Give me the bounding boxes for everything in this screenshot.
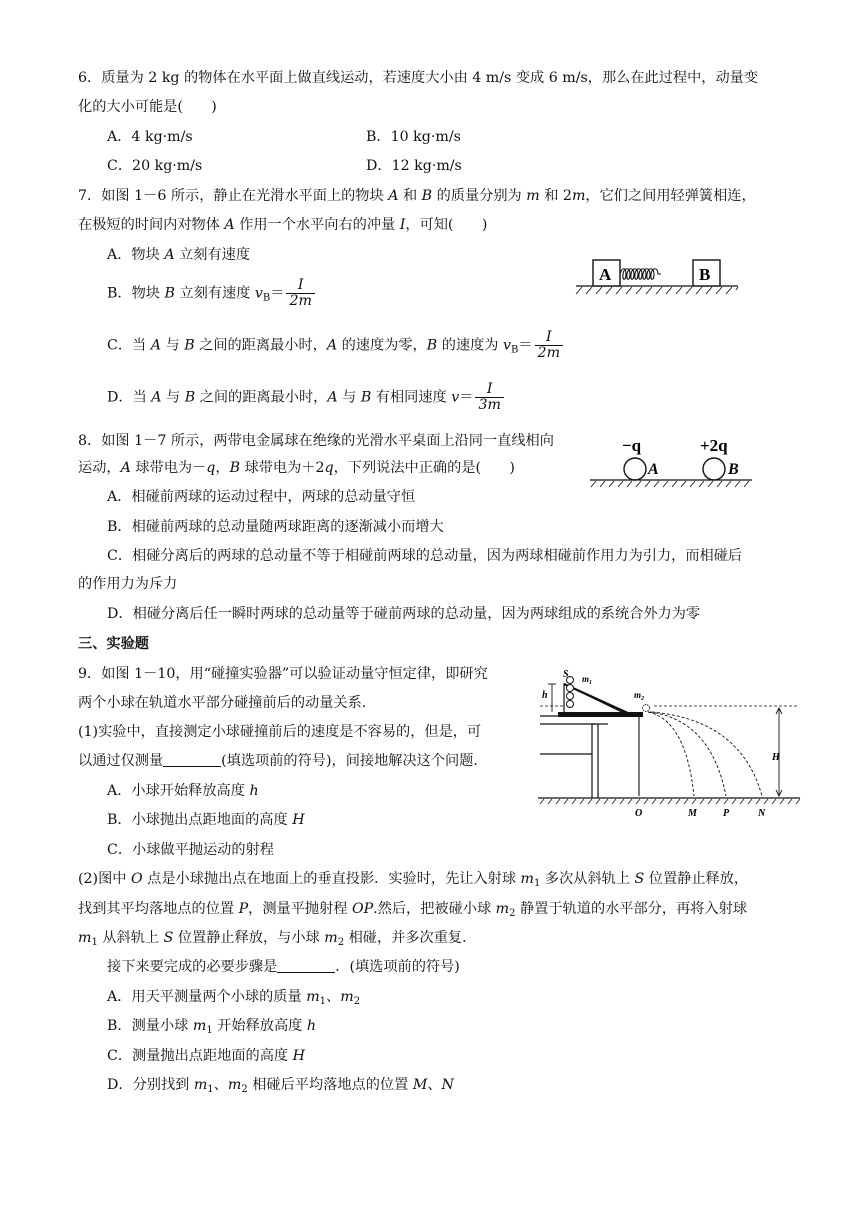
q8-option-c-line1[interactable]: C．相碰分离后的两球的总动量不等于相碰前两球的总动量，因为两球相碰前作用力为引力，而相碰后 [107,548,743,564]
fig-label-o: O [635,808,643,819]
q9-part2-line4: 接下来要完成的必要步骤是 ．(填选项前的符号) [107,959,460,975]
q9-line1: 9．如图 1－10，用“碰撞实验器”可以验证动量守恒定律，即研究 [78,666,488,682]
charge-a-label: −q [622,436,642,455]
q7-option-a[interactable]: A．物块 A 立刻有速度 [107,247,251,263]
fig-label-h: h [542,690,548,701]
charge-b-label: +2q [700,436,728,455]
q9-part2-option-a[interactable]: A．用天平测量两个小球的质量 $m_1$、$m_2$ [107,989,361,1007]
q6-line1: 6．质量为 2 kg 的物体在水平面上做直线运动，若速度大小由 4 m/s 变成 6 m/s，那么在此过程中，动量变 [78,70,759,86]
q9-part2-option-c[interactable]: C．测量抛出点距地面的高度 H [107,1048,305,1064]
q6-option-d[interactable]: D．12 kg·m/s [366,158,462,174]
q7-option-b[interactable]: B．物块 B 立刻有速度 $v_B=$ $\frac{I}{2m}$ [107,278,317,309]
fig-label-m: M [688,808,697,819]
q9-part1-option-c[interactable]: C．小球做平抛运动的射程 [107,842,274,858]
q9-part1-option-a[interactable]: A．小球开始释放高度 h [107,783,259,799]
q6-option-c[interactable]: C．20 kg·m/s [107,158,203,174]
q7-line1: 7．如图 1－6 所示，静止在光滑水平面上的物块 A 和 B 的质量分别为 m 和 2m，它们之间用轻弹簧相连， [78,188,756,204]
sphere-a-label: A [648,461,659,478]
q9-line2: 两个小球在轨道水平部分碰撞前后的动量关系． [78,695,376,711]
q6-line2: 化的大小可能是( ) [78,99,217,115]
trajectory-n [652,712,762,796]
answer-blank-1[interactable] [163,752,221,767]
q9-part2-option-d[interactable]: D．分别找到 $m_1$、$m_2$ 相碰后平均落地点的位置 M、N [107,1077,454,1095]
q7-option-c[interactable]: C．当 A 与 B 之间的距离最小时，A 的速度为零，B 的速度为 $v_B=$ $\frac{I}{2m}$ [107,330,565,361]
q8-line2: 运动，A 球带电为－q，B 球带电为＋2q，下列说法中正确的是( ) [78,460,515,476]
q7-option-d[interactable]: D．当 A 与 B 之间的距离最小时，A 与 B 有相同速度 v＝ $\frac{I}{3m}$ [107,382,506,413]
q9-part2-line1: (2)图中 O 点是小球抛出点在地面上的垂直投影．实验时，先让入射球 $m_1$ 多次从斜轨上 S 位置静止释放， [78,871,749,889]
fig-label-n: N [758,808,766,819]
q8-option-a[interactable]: A．相碰前两球的运动过程中，两球的总动量守恒 [107,489,416,505]
q6-option-a[interactable]: A．4 kg·m/s [107,129,193,145]
figure-collision-apparatus [536,668,802,820]
trajectory-p [650,712,726,796]
q7-line2: 在极短的时间内对物体 A 作用一个水平向右的冲量 I，可知( ) [78,217,488,233]
fig-label-m2: $m_2$ [634,690,645,702]
trajectory-m [648,712,694,796]
q8-line1: 8．如图 1－7 所示，两带电金属球在绝缘的光滑水平桌面上沿同一直线相向 [78,433,554,449]
fig-label-s: S [563,669,569,680]
q8-option-d[interactable]: D．相碰分离后任一瞬时两球的总动量等于碰前两球的总动量，因为两球组成的系统合外力为零 [107,606,701,622]
figure-charged-spheres [588,436,754,494]
figure-spring-blocks [572,254,742,298]
q9-part1-option-b[interactable]: B．小球抛出点距地面的高度 H [107,812,305,828]
ball-m2 [643,705,650,712]
q6-option-b[interactable]: B．10 kg·m/s [366,129,461,145]
spring [620,269,661,280]
block-a-label: A [599,265,612,284]
fig-label-m1: $m_1$ [582,674,593,686]
fig-label-big-h: H [772,752,780,763]
q9-part2-line3: $m_1$ 从斜轨上 S 位置静止释放，与小球 $m_2$ 相碰，并多次重复． [78,930,477,948]
q9-part1-line2: 以通过仅测量 (填选项前的符号)，间接地解决这个问题． [78,753,488,769]
fig-label-p: P [723,808,730,819]
sphere-b-label: B [728,461,739,478]
answer-blank-2[interactable] [277,958,335,973]
sphere-a [624,458,646,480]
q8-option-b[interactable]: B．相碰前两球的总动量随两球距离的逐渐减小而增大 [107,519,444,535]
q9-part2-option-b[interactable]: B．测量小球 $m_1$ 开始释放高度 h [107,1018,317,1036]
q9-part1-line1: (1)实验中，直接测定小球碰撞前后的速度是不容易的，但是，可 [78,724,482,740]
q9-part2-line2: 找到其平均落地点的位置 P，测量平抛射程 OP.然后，把被碰小球 $m_2$ 静置于轨道的水平部分，再将入射球 [78,901,748,919]
section-heading: 三、实验题 [78,636,149,652]
block-b-label: B [699,265,711,284]
sphere-b [703,458,725,480]
q8-option-c-line2[interactable]: 的作用力为斥力 [78,576,178,592]
